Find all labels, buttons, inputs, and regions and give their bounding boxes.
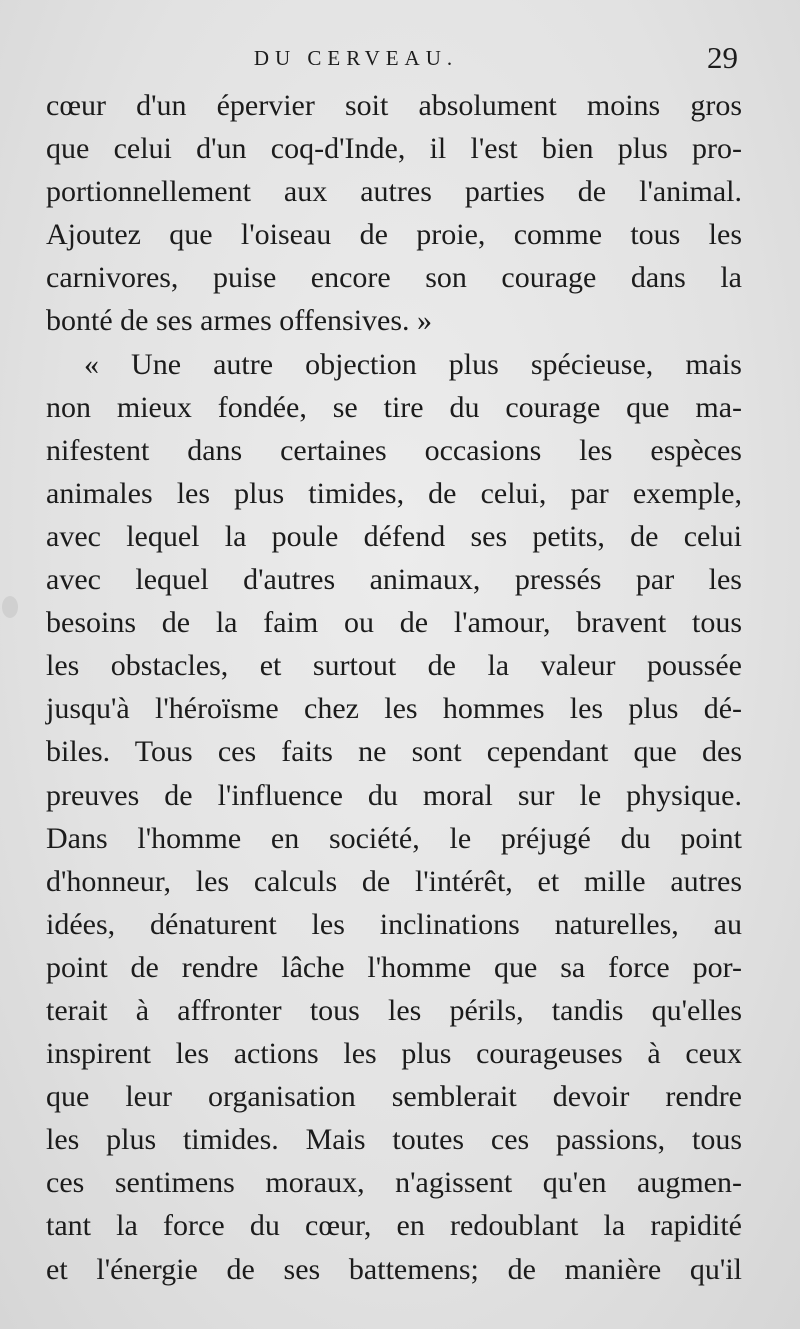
text-line: non mieux fondée, se tire du courage que ma- bbox=[46, 390, 742, 424]
text-line: portionnellement aux autres parties de l'animal. bbox=[46, 175, 742, 209]
text-line: bonté de ses armes offensives. » bbox=[46, 304, 433, 338]
running-title: DU CERVEAU. bbox=[253, 46, 459, 70]
text-line: nifestent dans certaines occasions les espèces bbox=[46, 433, 742, 467]
paper-smudge bbox=[2, 596, 18, 618]
text-line: carnivores, puise encore son courage dans la bbox=[46, 261, 742, 295]
text-line: avec lequel d'autres animaux, pressés par les bbox=[46, 563, 742, 597]
text-line: cœur d'un épervier soit absolument moins gros bbox=[46, 89, 742, 122]
text-line: les obstacles, et surtout de la valeur poussée bbox=[46, 649, 742, 683]
text-line: animales les plus timides, de celui, par exemple, bbox=[46, 476, 742, 510]
text-line: ces sentimens moraux, n'agissent qu'en augmen- bbox=[46, 1166, 742, 1200]
text-line: point de rendre lâche l'homme que sa force por- bbox=[46, 950, 742, 984]
text-line: d'honneur, les calculs de l'intérêt, et mille autres bbox=[46, 864, 742, 898]
text-line: besoins de la faim ou de l'amour, bravent tous bbox=[46, 606, 742, 640]
text-line: « Une autre objection plus spécieuse, mais bbox=[84, 347, 742, 381]
text-line: idées, dénaturent les inclinations naturelles, au bbox=[46, 907, 742, 941]
text-line: Dans l'homme en société, le préjugé du point bbox=[46, 821, 742, 855]
running-head bbox=[46, 40, 746, 80]
text-line: que leur organisation semblerait devoir rendre bbox=[46, 1080, 742, 1114]
page-number: 29 bbox=[707, 40, 738, 75]
text-line: que celui d'un coq-d'Inde, il l'est bien plus pro- bbox=[46, 132, 742, 166]
text-line: et l'énergie de ses battemens; de manière qu'il bbox=[46, 1252, 742, 1286]
text-line: terait à affronter tous les périls, tandis qu'elles bbox=[46, 993, 742, 1027]
body-text bbox=[46, 84, 742, 1291]
text-line: preuves de l'influence du moral sur le physique. bbox=[46, 778, 742, 812]
text-line: biles. Tous ces faits ne sont cependant que des bbox=[46, 735, 742, 769]
text-line: inspirent les actions les plus courageuses à ceux bbox=[46, 1037, 742, 1071]
text-line: tant la force du cœur, en redoublant la rapidité bbox=[46, 1209, 742, 1243]
text-line: les plus timides. Mais toutes ces passions, tous bbox=[46, 1123, 742, 1157]
text-line: avec lequel la poule défend ses petits, de celui bbox=[46, 519, 742, 553]
text-line: jusqu'à l'héroïsme chez les hommes les plus dé- bbox=[46, 692, 742, 726]
text-line: Ajoutez que l'oiseau de proie, comme tous les bbox=[46, 218, 742, 252]
